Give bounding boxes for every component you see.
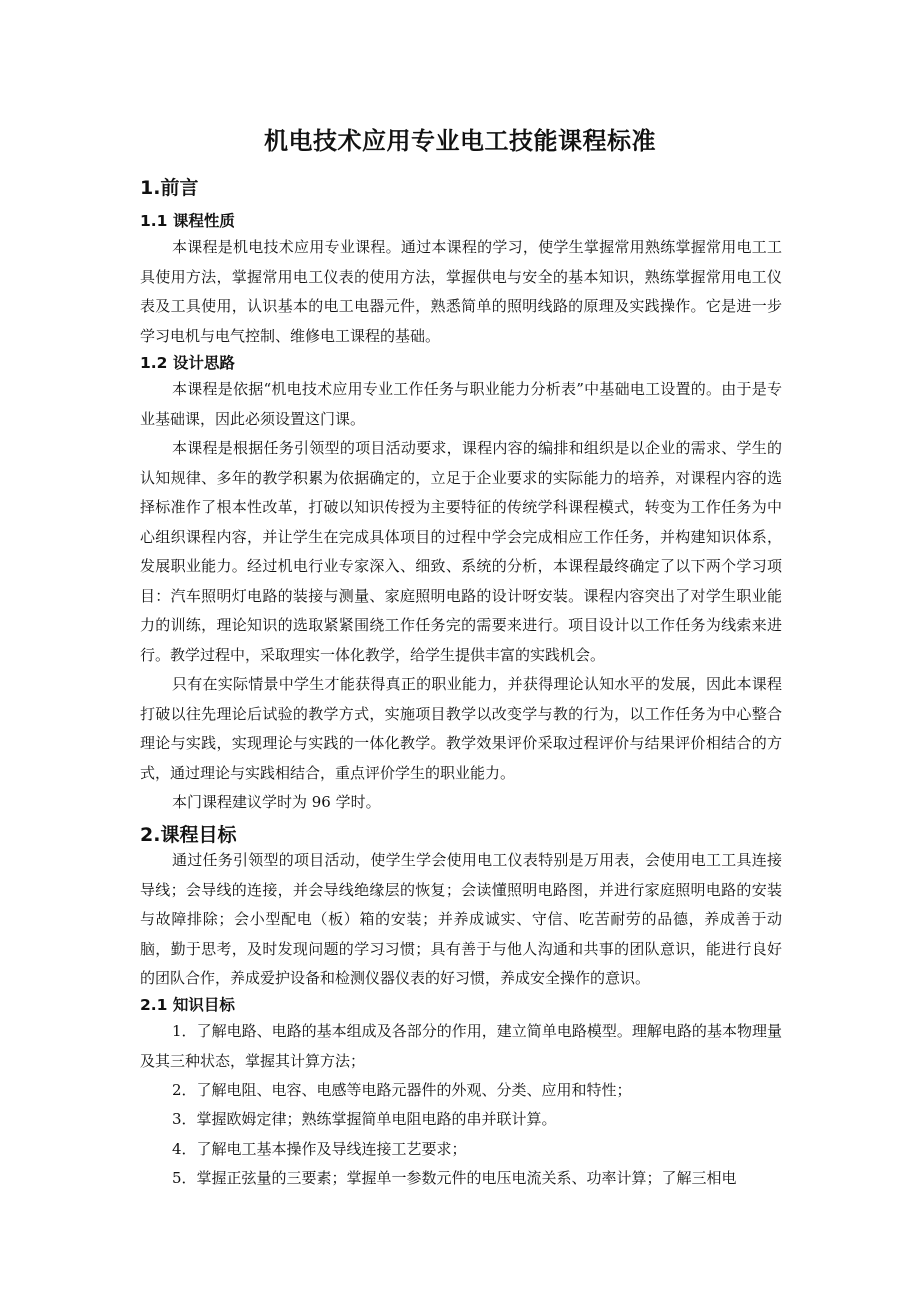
paragraph-course-goals: 通过任务引领型的项目活动，使学生学会使用电工仪表特别是万用表，会使用电工工具连接导线；会导线的连接，并会导线绝缘层的恢复；会读懂照明电路图，并进行家庭照明电路的安装与故障排除；会小型配电（板）箱的安装；并养成诚实、守信、吃苦耐劳的品德，养成善于动脑，勤于思考，及时发现问题的学习习惯；具有善于与他人沟通和共事的团队意识，能进行良好的团队合作，养成爱护设备和检测仪器仪表的好习惯，养成安全操作的意识。 xyxy=(140,851,782,987)
section-heading-preface: 1.前言 xyxy=(140,177,199,199)
subsection-heading-course-nature: 1.1 课程性质 xyxy=(140,212,235,230)
subsection-heading-design-idea: 1.2 设计思路 xyxy=(140,354,235,372)
section-heading-course-goals: 2.课程目标 xyxy=(140,824,237,846)
list-item: 4．了解电工基本操作及导线连接工艺要求； xyxy=(172,1140,467,1158)
list-item: 2．了解电阻、电容、电感等电路元器件的外观、分类、应用和特性； xyxy=(172,1081,632,1099)
paragraph-practice-teaching: 只有在实际情景中学生才能获得真正的职业能力，并获得理论认知水平的发展，因此本课程打破以往先理论后试验的教学方式，实施项目教学以改变学与教的行为，以工作任务为中心整合理论与实践，实现理论与实践的一体化教学。教学效果评价采取过程评价与结果评价相结合的方式，通过理论与实践相结合，重点评价学生的职业能力。 xyxy=(140,675,782,782)
list-item: 1．了解电路、电路的基本组成及各部分的作用，建立简单电路模型。理解电路的基本物理量及其三种状态，掌握其计算方法； xyxy=(140,1022,782,1070)
paragraph-design-basis: 本课程是依据“机电技术应用专业工作任务与职业能力分析表”中基础电工设置的。由于是专业基础课，因此必须设置这门课。 xyxy=(140,380,782,428)
document-title: 机电技术应用专业电工技能课程标准 xyxy=(264,127,656,155)
paragraph-design-approach: 本课程是根据任务引领型的项目活动要求，课程内容的编排和组织是以企业的需求、学生的认知规律、多年的教学积累为依据确定的，立足于企业要求的实际能力的培养，对课程内容的选择标准作了根本性改革，打破以知识传授为主要特征的传统学科课程模式，转变为工作任务为中心组织课程内容，并让学生在完成具体项目的过程中学会完成相应工作任务，并构建知识体系，发展职业能力。经过机电行业专家深入、细致、系统的分析，本课程最终确定了以下两个学习项目：汽车照明灯电路的装接与测量、家庭照明电路的设计呀安装。课程内容突出了对学生职业能力的训练，理论知识的选取紧紧围绕工作任务完的需要来进行。项目设计以工作任务为线索来进行。教学过程中，采取理实一体化教学，给学生提供丰富的实践机会。 xyxy=(140,439,782,664)
subsection-heading-knowledge-goals: 2.1 知识目标 xyxy=(140,996,235,1014)
paragraph-course-nature: 本课程是机电技术应用专业课程。通过本课程的学习，使学生掌握常用熟练掌握常用电工工具使用方法，掌握常用电工仪表的使用方法，掌握供电与安全的基本知识，熟练掌握常用电工仪表及工具使用，认识基本的电工电器元件，熟悉简单的照明线路的原理及实践操作。它是进一步学习电机与电气控制、维修电工课程的基础。 xyxy=(140,238,782,345)
paragraph-course-hours: 本门课程建议学时为 96 学时。 xyxy=(172,793,381,811)
list-item: 3．掌握欧姆定律；熟练掌握简单电阻电路的串并联计算。 xyxy=(172,1110,557,1128)
list-item: 5．掌握正弦量的三要素；掌握单一参数元件的电压电流关系、功率计算；了解三相电 xyxy=(172,1169,737,1187)
